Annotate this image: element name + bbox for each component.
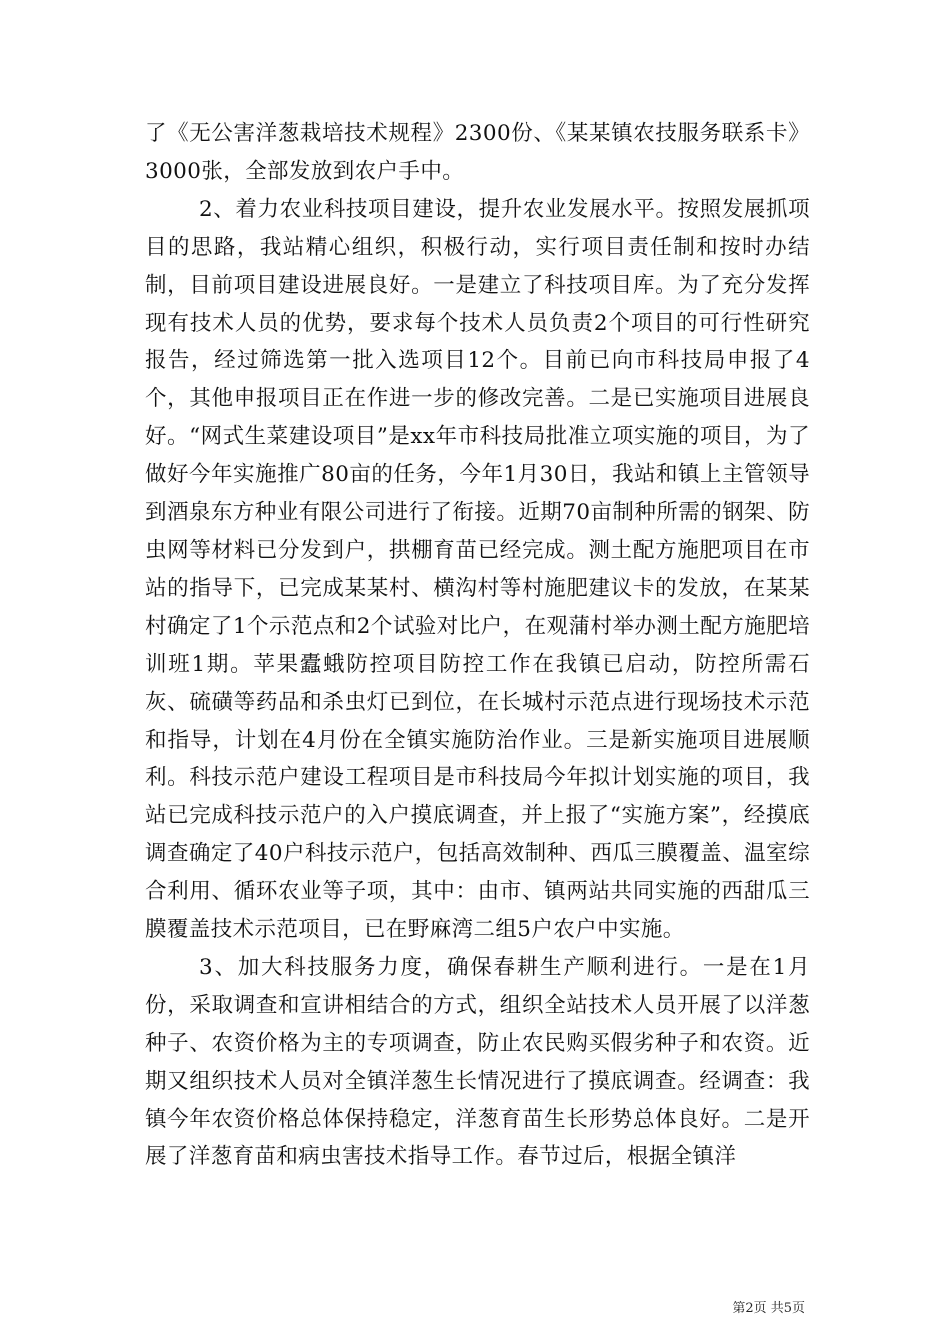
- document-body: [145, 115, 810, 1176]
- page-number-footer: 第2页 共5页: [732, 1301, 805, 1316]
- paragraph-project-construction: 2、着力农业科技项目建设，提升农业发展水平。按照发展抓项目的思路，我站精心组织，积极行动，实行项目责任制和按时办结制，目前项目建设进展良好。一是建立了科技项目库。为了充分发挥现有技术人员的优势，要求每个技术人员负责2个项目的可行性研究报告，经过筛选第一批入选项目12个。目前已向市科技局申报了4个，其他申报项目正在作进一步的修改完善。二是已实施项目进展良好。“网式生菜建设项目”是xx年市科技局批准立项实施的项目，为了做好今年实施推广80亩的任务，今年1月30日，我站和镇上主管领导到酒泉东方种业有限公司进行了衔接。近期70亩制种所需的钢架、防虫网等材料已分发到户，拱棚育苗已经完成。测土配方施肥项目在市站的指导下，已完成某某村、横沟村等村施肥建议卡的发放，在某某村确定了1个示范点和2个试验对比户，在观蒲村举办测土配方施肥培训班1期。苹果蠹蛾防控项目防控工作在我镇已启动，防控所需石灰、硫磺等药品和杀虫灯已到位，在长城村示范点进行现场技术示范和指导，计划在4月份在全镇实施防治作业。三是新实施项目进展顺利。科技示范户建设工程项目是市科技局今年拟计划实施的项目，我站已完成科技示范户的入户摸底调查，并上报了“实施方案”，经摸底调查确定了40户科技示范户，包括高效制种、西瓜三膜覆盖、温室综合利用、循环农业等子项，其中：由市、镇两站共同实施的西甜瓜三膜覆盖技术示范项目，已在野麻湾二组5户农户中实施。: [145, 196, 810, 943]
- paragraph-technical-service: 3、加大科技服务力度，确保春耕生产顺利进行。一是在1月份，采取调查和宣讲相结合的方式，组织全站技术人员开展了以洋葱种子、农资价格为主的专项调查，防止农民购买假劣种子和农资。近期又组织技术人员对全镇洋葱生长情况进行了摸底调查。经调查：我镇今年农资价格总体保持稳定，洋葱育苗生长形势总体良好。二是开展了洋葱育苗和病虫害技术指导工作。春节过后，根据全镇洋: [145, 954, 810, 1170]
- paragraph-continuation: 了《无公害洋葱栽培技术规程》2300份、《某某镇农技服务联系卡》3000张，全部发放到农户手中。: [145, 121, 810, 184]
